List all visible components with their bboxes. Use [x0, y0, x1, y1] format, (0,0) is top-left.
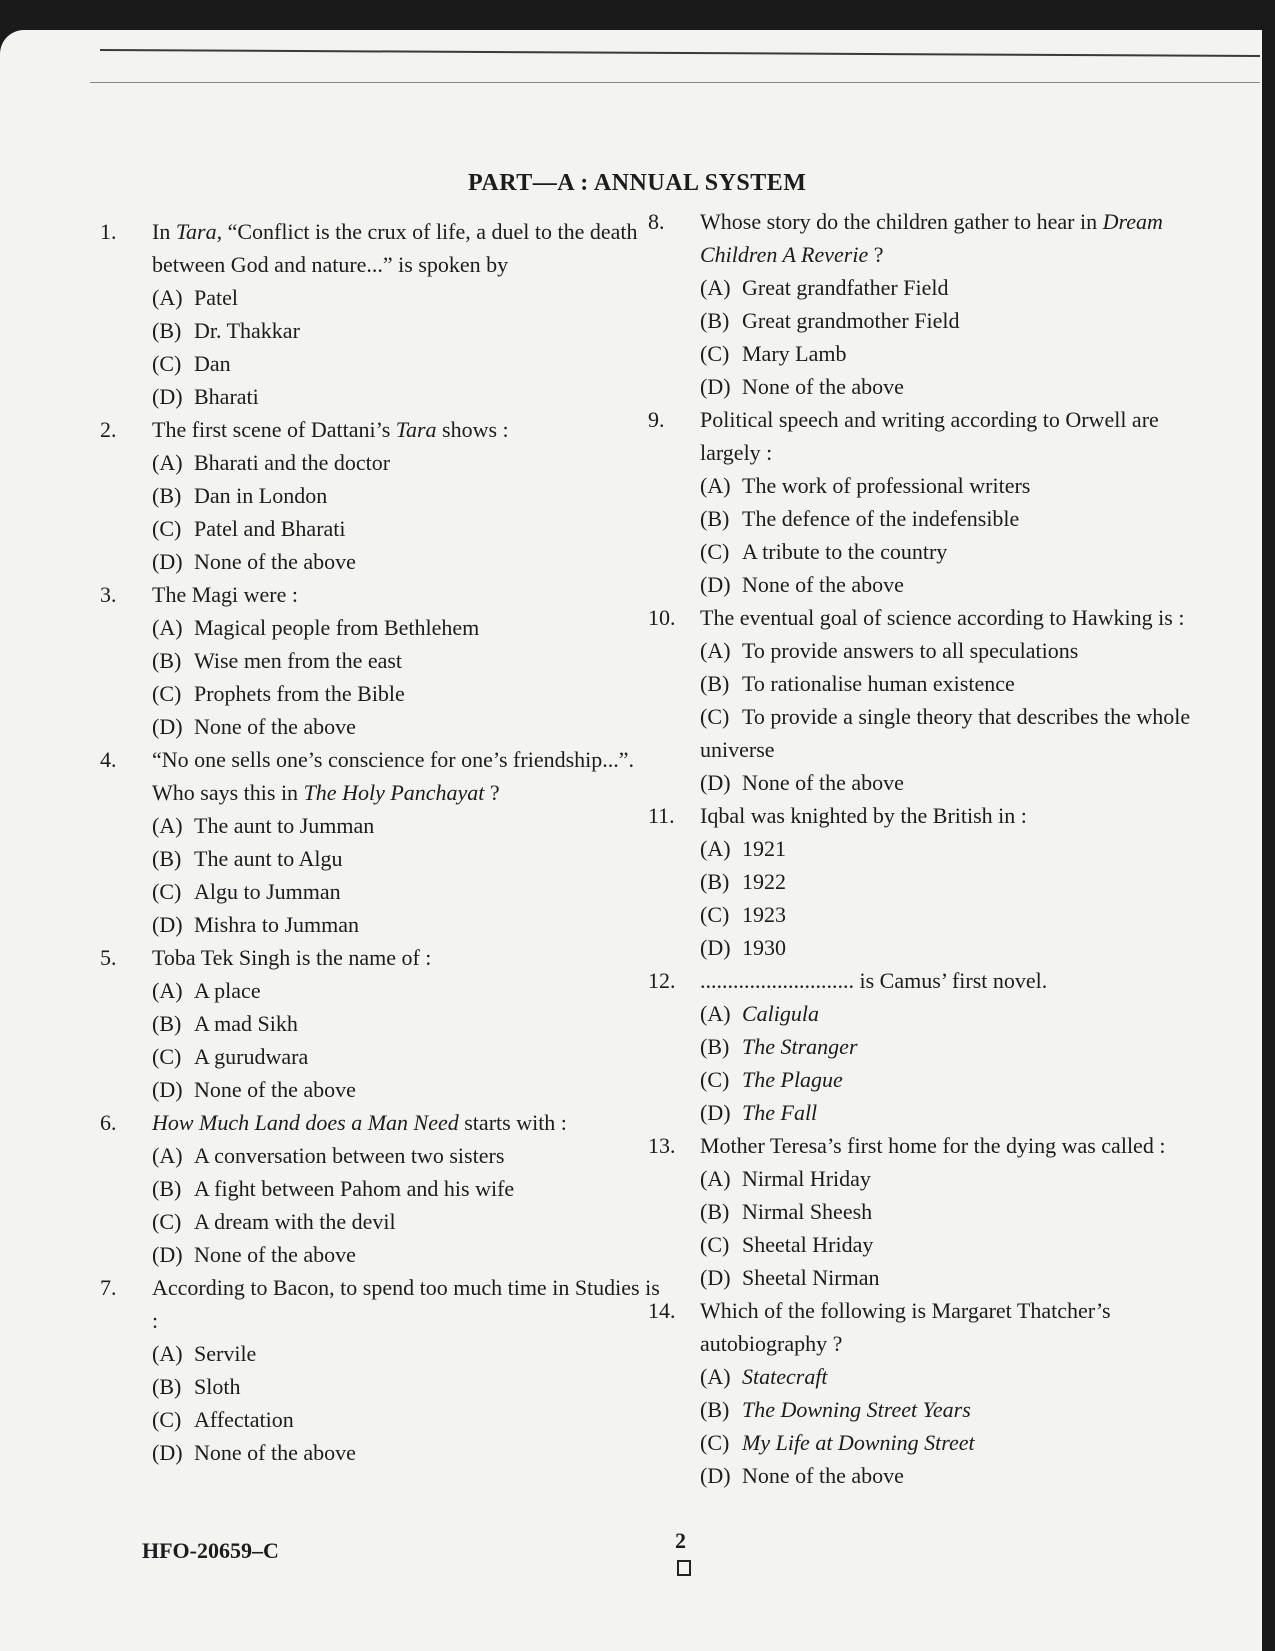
- page-box-mark: [677, 1560, 691, 1576]
- question: [100, 743, 660, 809]
- option-label: (A): [152, 450, 183, 475]
- option-label: (C): [700, 704, 730, 729]
- question-number: 6.: [100, 1110, 117, 1135]
- option-text: Sheetal Hriday: [742, 1232, 874, 1257]
- answer-option: [648, 700, 1208, 766]
- option-label: (B): [700, 1034, 730, 1059]
- question-text-segment: Tara: [395, 417, 437, 442]
- answer-option: [100, 1040, 660, 1073]
- answer-option: [648, 898, 1208, 931]
- option-text: The work of professional writers: [742, 473, 1031, 498]
- question-text-segment: Whose story do the children gather to hear in: [700, 209, 1103, 234]
- question-text: [152, 941, 660, 974]
- question: [100, 1106, 660, 1139]
- question-text-segment: Iqbal was knighted by the British in :: [700, 803, 1027, 828]
- question-number: 14.: [648, 1298, 676, 1323]
- answer-option: [100, 1007, 660, 1040]
- question-text: [700, 964, 1208, 997]
- option-text: None of the above: [742, 374, 904, 399]
- option-label: (C): [700, 1430, 730, 1455]
- question-text: [152, 743, 660, 809]
- question-text: [700, 403, 1208, 469]
- option-label: (C): [152, 879, 182, 904]
- question-number: 2.: [100, 417, 117, 442]
- answer-option: [648, 997, 1208, 1030]
- question-number: 11.: [648, 803, 675, 828]
- option-text: To provide answers to all speculations: [742, 638, 1079, 663]
- option-text: My Life at Downing Street: [742, 1430, 975, 1455]
- answer-option: [100, 479, 660, 512]
- option-text: The defence of the indefensible: [742, 506, 1020, 531]
- answer-option: [100, 1436, 660, 1469]
- option-text: Mishra to Jumman: [194, 912, 359, 937]
- option-label: (D): [700, 572, 731, 597]
- question: [100, 578, 660, 611]
- option-text: A gurudwara: [194, 1044, 309, 1069]
- option-label: (B): [700, 869, 730, 894]
- option-text: The aunt to Algu: [194, 846, 343, 871]
- question-text-segment: The first scene of Dattani’s: [152, 417, 396, 442]
- option-label: (C): [700, 902, 730, 927]
- exam-page: [0, 30, 1262, 1651]
- option-label: (A): [152, 1341, 183, 1366]
- option-text: None of the above: [742, 1463, 904, 1488]
- question: [100, 1271, 660, 1337]
- answer-option: [648, 271, 1208, 304]
- question-number: 9.: [648, 407, 665, 432]
- answer-option: [648, 1228, 1208, 1261]
- question-number: 12.: [648, 968, 676, 993]
- option-label: (C): [152, 351, 182, 376]
- answer-option: [648, 469, 1208, 502]
- top-rule: [100, 49, 1260, 57]
- option-text: 1922: [742, 869, 786, 894]
- option-text: Nirmal Sheesh: [742, 1199, 873, 1224]
- option-text: 1921: [742, 836, 786, 861]
- option-text: A dream with the devil: [194, 1209, 396, 1234]
- option-label: (D): [700, 1463, 731, 1488]
- option-text: Great grandmother Field: [742, 308, 960, 333]
- option-text: Mary Lamb: [742, 341, 847, 366]
- option-text: Prophets from the Bible: [194, 681, 405, 706]
- option-label: (C): [152, 1209, 182, 1234]
- option-text: Magical people from Bethlehem: [194, 615, 480, 640]
- answer-option: [648, 1360, 1208, 1393]
- question-number: 10.: [648, 605, 676, 630]
- answer-option: [648, 1162, 1208, 1195]
- answer-option: [100, 875, 660, 908]
- answer-option: [100, 347, 660, 380]
- option-text: Patel and Bharati: [194, 516, 346, 541]
- question-number: 5.: [100, 945, 117, 970]
- option-text: The aunt to Jumman: [194, 813, 375, 838]
- question-number: 13.: [648, 1133, 676, 1158]
- option-label: (B): [700, 1397, 730, 1422]
- question-text-segment: Dream Children A Reverie: [700, 209, 1163, 267]
- question-text-segment: ............................ is Camus’ first novel.: [700, 968, 1048, 993]
- option-label: (A): [152, 813, 183, 838]
- option-label: (C): [700, 1067, 730, 1092]
- question-text-segment: shows :: [436, 417, 509, 442]
- right-question-column: [648, 205, 1208, 1492]
- answer-option: [648, 1459, 1208, 1492]
- option-label: (B): [152, 1374, 182, 1399]
- option-label: (B): [152, 483, 182, 508]
- option-label: (C): [152, 681, 182, 706]
- option-label: (B): [700, 1199, 730, 1224]
- option-text: Dan in London: [194, 483, 328, 508]
- answer-option: [648, 1030, 1208, 1063]
- option-label: (A): [152, 1143, 183, 1168]
- question: [100, 413, 660, 446]
- answer-option: [648, 304, 1208, 337]
- option-text: A tribute to the country: [742, 539, 948, 564]
- option-label: (D): [700, 1100, 731, 1125]
- option-label: (C): [152, 1044, 182, 1069]
- option-label: (A): [152, 978, 183, 1003]
- question: [648, 205, 1208, 271]
- question-text-segment: The eventual goal of science according to Hawking is :: [700, 605, 1185, 630]
- question-number: 4.: [100, 747, 117, 772]
- answer-option: [648, 535, 1208, 568]
- option-text: Statecraft: [742, 1364, 828, 1389]
- question: [648, 799, 1208, 832]
- question-text-segment: “No one sells one’s conscience for one’s friendship...”. Who says this in: [152, 747, 635, 805]
- option-label: (A): [700, 1364, 731, 1389]
- option-text: Sloth: [194, 1374, 241, 1399]
- option-label: (B): [700, 506, 730, 531]
- answer-option: [100, 545, 660, 578]
- answer-option: [648, 1261, 1208, 1294]
- answer-option: [648, 1393, 1208, 1426]
- answer-option: [648, 1426, 1208, 1459]
- answer-option: [100, 1337, 660, 1370]
- option-text: A mad Sikh: [194, 1011, 298, 1036]
- question-text-segment: How Much Land does a Man Need: [152, 1110, 459, 1135]
- question-text-segment: starts with :: [458, 1110, 567, 1135]
- option-text: Sheetal Nirman: [742, 1265, 880, 1290]
- option-label: (D): [152, 549, 183, 574]
- answer-option: [648, 634, 1208, 667]
- answer-option: [100, 512, 660, 545]
- answer-option: [648, 1195, 1208, 1228]
- question-text: [700, 205, 1208, 271]
- option-text: To provide a single theory that describes the whole universe: [700, 704, 1191, 762]
- question-text-segment: Which of the following is Margaret Thatcher’s autobiography ?: [700, 1298, 1111, 1356]
- question-text: [700, 799, 1208, 832]
- question-text-segment: Toba Tek Singh is the name of :: [152, 945, 432, 970]
- question-text-segment: Tara,: [175, 219, 223, 244]
- answer-option: [100, 314, 660, 347]
- answer-option: [648, 931, 1208, 964]
- option-text: Dr. Thakkar: [194, 318, 300, 343]
- answer-option: [100, 611, 660, 644]
- option-text: None of the above: [194, 549, 356, 574]
- answer-option: [100, 710, 660, 743]
- option-label: (B): [152, 648, 182, 673]
- answer-option: [648, 337, 1208, 370]
- question-text-segment: The Holy Panchayat: [303, 780, 485, 805]
- option-label: (D): [700, 1265, 731, 1290]
- answer-option: [100, 1205, 660, 1238]
- option-label: (C): [700, 1232, 730, 1257]
- option-text: The Stranger: [742, 1034, 858, 1059]
- answer-option: [648, 1096, 1208, 1129]
- question-text: [700, 601, 1208, 634]
- option-label: (D): [700, 935, 731, 960]
- question-text-segment: ?: [484, 780, 500, 805]
- answer-option: [100, 842, 660, 875]
- option-label: (C): [152, 516, 182, 541]
- question: [648, 1294, 1208, 1360]
- option-label: (A): [700, 1166, 731, 1191]
- question-text-segment: In: [152, 219, 176, 244]
- option-text: None of the above: [742, 572, 904, 597]
- question-text: [152, 578, 660, 611]
- question: [648, 1129, 1208, 1162]
- option-text: Nirmal Hriday: [742, 1166, 871, 1191]
- question: [100, 215, 660, 281]
- option-label: (A): [152, 285, 183, 310]
- answer-option: [100, 1139, 660, 1172]
- answer-option: [100, 1172, 660, 1205]
- option-label: (A): [700, 836, 731, 861]
- answer-option: [648, 370, 1208, 403]
- question: [648, 403, 1208, 469]
- answer-option: [648, 667, 1208, 700]
- question-text-segment: Political speech and writing according to Orwell are largely :: [700, 407, 1159, 465]
- option-label: (C): [700, 539, 730, 564]
- option-text: None of the above: [194, 1440, 356, 1465]
- answer-option: [648, 502, 1208, 535]
- option-label: (A): [700, 275, 731, 300]
- option-text: A place: [194, 978, 261, 1003]
- option-label: (B): [700, 671, 730, 696]
- question-text-segment: “Conflict is the crux of life, a duel to the death between God and nature...” is spoken by: [152, 219, 638, 277]
- page-number: 2: [675, 1528, 686, 1553]
- option-text: The Downing Street Years: [742, 1397, 971, 1422]
- question-text: [152, 1106, 660, 1139]
- question-number: 7.: [100, 1275, 117, 1300]
- answer-option: [648, 568, 1208, 601]
- answer-option: [648, 1063, 1208, 1096]
- option-text: Bharati: [194, 384, 259, 409]
- answer-option: [648, 865, 1208, 898]
- option-text: Algu to Jumman: [194, 879, 341, 904]
- question: [100, 941, 660, 974]
- option-label: (C): [152, 1407, 182, 1432]
- option-text: Patel: [194, 285, 238, 310]
- question: [648, 964, 1208, 997]
- answer-option: [100, 1403, 660, 1436]
- option-label: (A): [700, 638, 731, 663]
- option-text: None of the above: [194, 1242, 356, 1267]
- page-title: PART—A : ANNUAL SYSTEM: [468, 170, 807, 196]
- question-text: [152, 1271, 660, 1337]
- option-text: The Fall: [742, 1100, 818, 1125]
- option-label: (B): [152, 318, 182, 343]
- question-text: [700, 1294, 1208, 1360]
- option-label: (D): [700, 374, 731, 399]
- answer-option: [100, 677, 660, 710]
- option-text: 1923: [742, 902, 786, 927]
- question-number: 3.: [100, 582, 117, 607]
- option-text: To rationalise human existence: [742, 671, 1015, 696]
- question-text: [152, 413, 660, 446]
- option-text: None of the above: [742, 770, 904, 795]
- answer-option: [100, 446, 660, 479]
- answer-option: [100, 1073, 660, 1106]
- option-text: Great grandfather Field: [742, 275, 949, 300]
- question-number: 8.: [648, 209, 665, 234]
- option-label: (D): [152, 714, 183, 739]
- question-text: [700, 1129, 1208, 1162]
- option-text: A fight between Pahom and his wife: [194, 1176, 515, 1201]
- option-label: (B): [152, 1011, 182, 1036]
- answer-option: [648, 832, 1208, 865]
- option-text: Bharati and the doctor: [194, 450, 391, 475]
- option-label: (D): [152, 912, 183, 937]
- option-label: (D): [152, 1077, 183, 1102]
- option-label: (B): [152, 1176, 182, 1201]
- option-label: (D): [152, 384, 183, 409]
- option-text: None of the above: [194, 1077, 356, 1102]
- question-text: [152, 215, 660, 281]
- answer-option: [100, 380, 660, 413]
- option-text: A conversation between two sisters: [194, 1143, 505, 1168]
- option-label: (D): [152, 1242, 183, 1267]
- question-text-segment: According to Bacon, to spend too much time in Studies is :: [152, 1275, 660, 1333]
- option-label: (A): [700, 473, 731, 498]
- option-label: (B): [152, 846, 182, 871]
- option-text: None of the above: [194, 714, 356, 739]
- question-text-segment: Mother Teresa’s first home for the dying was called :: [700, 1133, 1166, 1158]
- option-label: (A): [700, 1001, 731, 1026]
- left-question-column: [100, 215, 660, 1469]
- question-text-segment: The Magi were :: [152, 582, 298, 607]
- answer-option: [100, 1238, 660, 1271]
- option-text: Affectation: [194, 1407, 294, 1432]
- top-rule-secondary: [90, 82, 1260, 83]
- option-label: (A): [152, 615, 183, 640]
- option-text: The Plague: [742, 1067, 843, 1092]
- option-label: (B): [700, 308, 730, 333]
- option-label: (D): [700, 770, 731, 795]
- option-text: Wise men from the east: [194, 648, 403, 673]
- question: [648, 601, 1208, 634]
- answer-option: [100, 281, 660, 314]
- question-text-segment: ?: [868, 242, 884, 267]
- answer-option: [100, 908, 660, 941]
- answer-option: [100, 644, 660, 677]
- paper-code: HFO-20659–C: [142, 1538, 279, 1563]
- answer-option: [100, 974, 660, 1007]
- answer-option: [100, 809, 660, 842]
- option-text: Servile: [194, 1341, 257, 1366]
- answer-option: [648, 766, 1208, 799]
- option-label: (C): [700, 341, 730, 366]
- question-number: 1.: [100, 219, 117, 244]
- option-text: 1930: [742, 935, 786, 960]
- answer-option: [100, 1370, 660, 1403]
- option-label: (D): [152, 1440, 183, 1465]
- option-text: Caligula: [742, 1001, 820, 1026]
- option-text: Dan: [194, 351, 231, 376]
